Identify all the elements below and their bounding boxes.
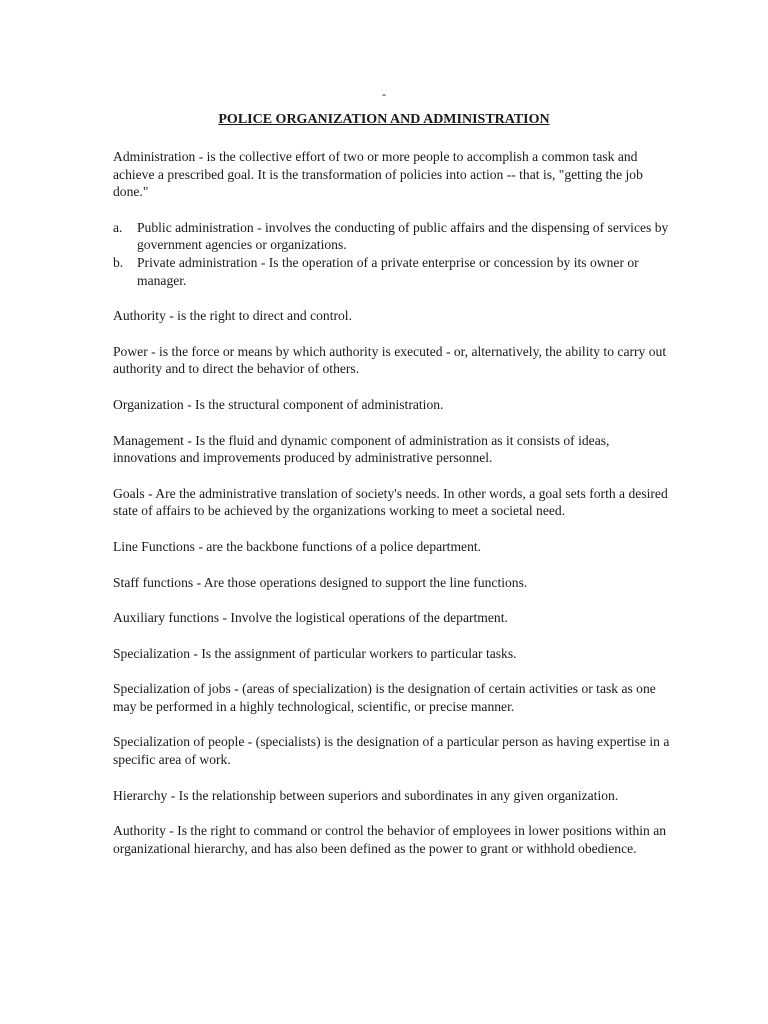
definition-specialization-of-people: Specialization of people - (specialists) is the designation of a particular person as having expertise in a specific area of work.: [113, 734, 670, 768]
definition-auxiliary-functions: Auxiliary functions - Involve the logistical operations of the department.: [113, 610, 508, 626]
definition-authority: Authority - is the right to direct and control.: [113, 308, 352, 324]
definition-authority-command: Authority - Is the right to command or control the behavior of employees in lower positions within an organizational hierarchy, and has also been defined as the power to grant or withhold obedience.: [113, 823, 667, 856]
list-item: [113, 219, 673, 254]
list-item-text: Private administration - Is the operation of a private enterprise or concession by its owner or manager.: [137, 254, 639, 288]
definition-goals: Goals - Are the administrative translation of society's needs. In other words, a goal sets forth a desired state of affairs to be achieved by the organizations working to meet a societal need.: [113, 485, 668, 519]
intro-paragraph: Administration - is the collective effort of two or more people to accomplish a common task and achieve a prescribed goal. It is the transformation of policies into action -- that is, "getting the job done.": [113, 149, 643, 200]
list-marker: a.: [113, 219, 123, 235]
document-title: POLICE ORGANIZATION AND ADMINISTRATION: [218, 112, 550, 127]
definition-specialization-of-jobs: Specialization of jobs - (areas of specialization) is the designation of certain activities or task as one may be performed in a highly technological, scientific, or precise manner.: [113, 681, 656, 714]
definition-hierarchy: Hierarchy - Is the relationship between superiors and subordinates in any given organization.: [113, 787, 619, 803]
definition-management: Management - Is the fluid and dynamic component of administration as it consists of ideas, innovations and improvements produced by administrative personnel.: [113, 432, 610, 466]
list-item: [113, 254, 673, 289]
definition-staff-functions: Staff functions - Are those operations designed to support the line functions.: [113, 574, 528, 590]
definition-organization: Organization - Is the structural component of administration.: [113, 396, 444, 412]
definition-power: Power - is the force or means by which authority is executed - or, alternatively, the ability to carry out authority and to direct the behavior of others.: [113, 343, 667, 377]
top-mark: -: [382, 87, 386, 101]
definition-line-functions: Line Functions - are the backbone functions of a police department.: [113, 538, 482, 554]
list-marker: b.: [113, 254, 124, 270]
document-body: [113, 148, 673, 875]
administration-types-list: [113, 219, 673, 289]
list-item-text: Public administration - involves the conducting of public affairs and the dispensing of services by government agencies or organizations.: [137, 219, 669, 253]
definition-specialization: Specialization - Is the assignment of particular workers to particular tasks.: [113, 645, 517, 661]
